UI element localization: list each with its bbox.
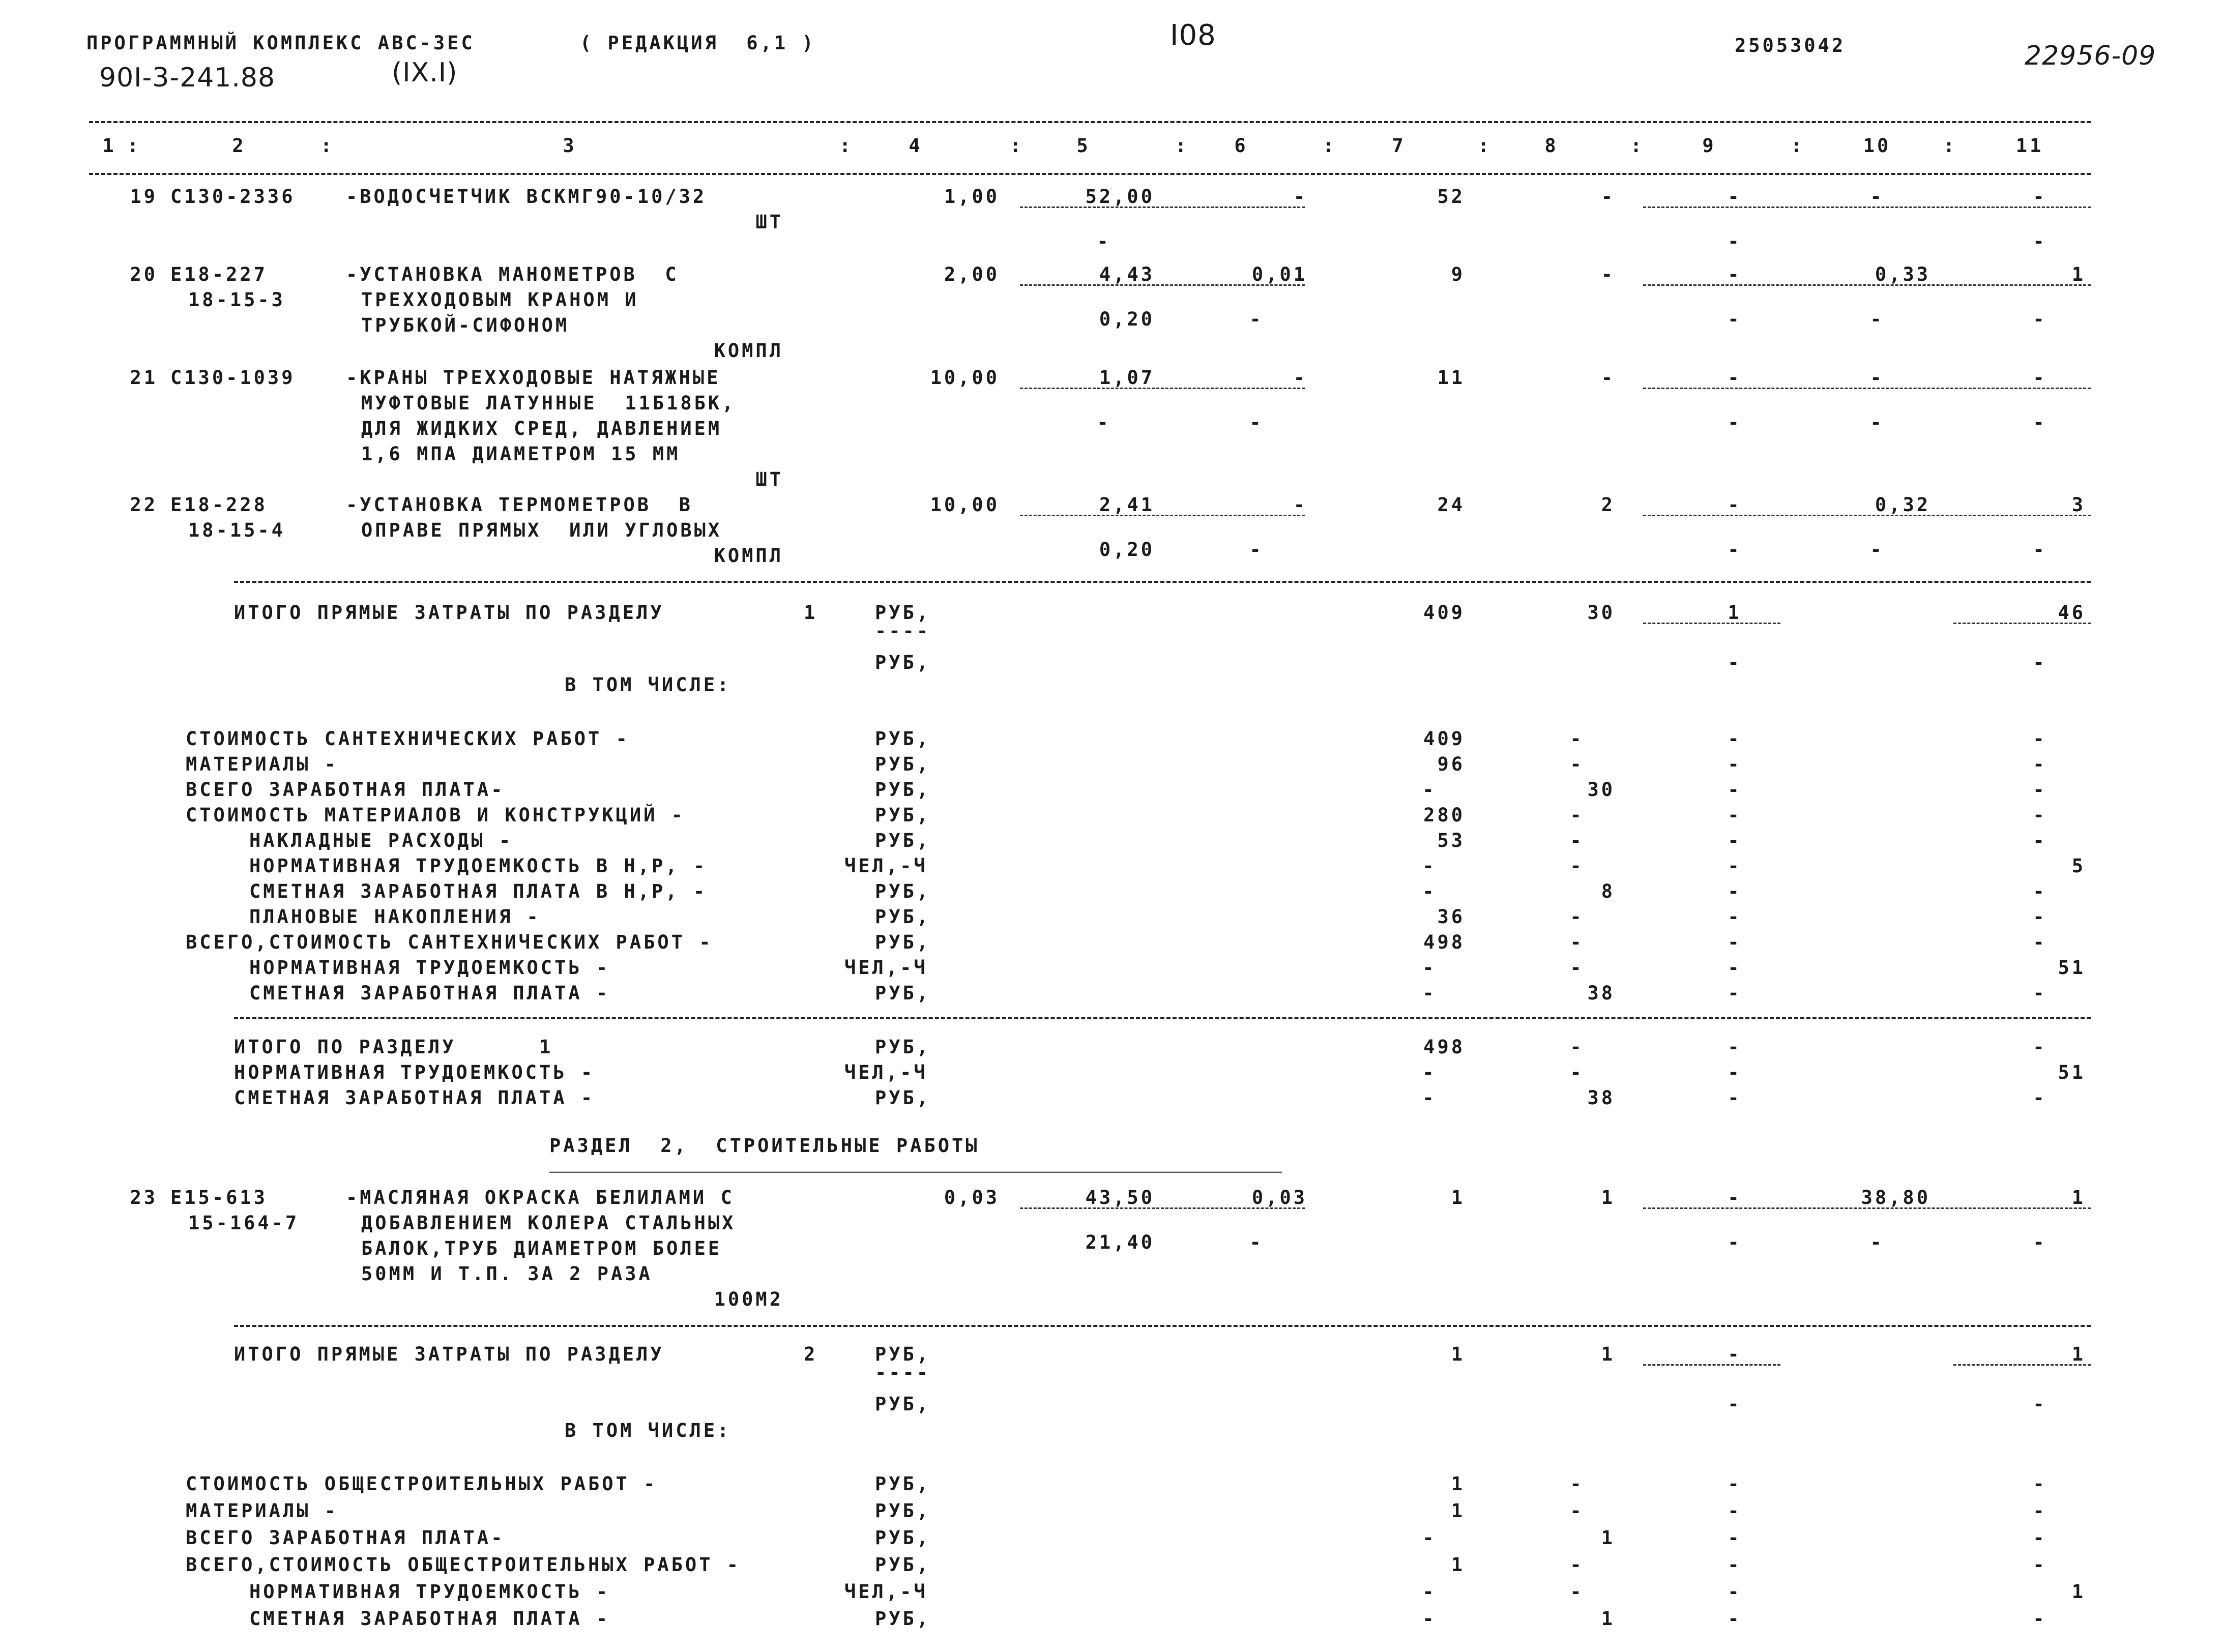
breakdown1-unit: РУБ,	[875, 880, 931, 902]
breakdown2-labor: -	[2033, 1473, 2047, 1495]
total2-wages: 1	[1601, 1343, 1615, 1365]
breakdown2-labor: -	[2033, 1527, 2047, 1549]
program-title: ПРОГРАММНЫЙ КОМПЛЕКС АВС-3ЕС	[86, 32, 475, 54]
unit-wages: 21,40	[1085, 1231, 1155, 1253]
breakdown1-cost: -	[1422, 779, 1437, 801]
item-description: ДЛЯ ЖИДКИХ СРЕД, ДАВЛЕНИЕМ	[361, 418, 722, 439]
breakdown1-wages: -	[1570, 906, 1584, 928]
total1-section: 1	[804, 602, 818, 624]
total2-machine-wages: -	[1728, 1393, 1742, 1415]
breakdown1-unit: РУБ,	[875, 906, 931, 928]
total1-cost: 409	[1423, 602, 1465, 624]
machine-wages: -	[1728, 539, 1742, 560]
unit-machine-wages: -	[1249, 411, 1264, 433]
breakdown2-label: СМЕТНАЯ ЗАРАБОТНАЯ ПЛАТА -	[249, 1608, 610, 1630]
price-code-secondary: 18-15-3	[188, 289, 285, 311]
unit-cost-subrule	[1020, 1207, 1305, 1209]
breakdown1-labor: -	[2033, 804, 2047, 826]
column-header-4: 4	[909, 135, 923, 157]
item-quantity: 0,03	[944, 1187, 1000, 1208]
breakdown1-unit: РУБ,	[875, 804, 931, 826]
item-description: 1,6 МПА ДИАМЕТРОМ 15 ММ	[361, 443, 681, 465]
total1-wages: 30	[1587, 602, 1615, 624]
breakdown1-labor: -	[2033, 880, 2047, 902]
breakdown1-cost: 280	[1423, 804, 1465, 826]
price-code: С130-1039	[170, 367, 296, 389]
unit-machine-wages: -	[1249, 539, 1264, 560]
section1-total-labor: 51	[2058, 1061, 2086, 1083]
total2-machines: -	[1728, 1343, 1742, 1365]
column-separator: :	[127, 135, 141, 157]
total1-labor-machines: -	[2033, 652, 2047, 673]
column-separator: :	[839, 135, 854, 157]
breakdown1-label: НАКЛАДНЫЕ РАСХОДЫ -	[249, 830, 513, 851]
breakdown1-labor: -	[2033, 728, 2047, 750]
section1-total-cost: -	[1422, 1061, 1437, 1083]
column-separator: :	[1630, 135, 1645, 157]
breakdown2-labor: -	[2033, 1554, 2047, 1576]
breakdown1-unit: РУБ,	[875, 931, 931, 953]
section1-total-wages: -	[1570, 1036, 1584, 1058]
breakdown1-cost: 498	[1423, 931, 1465, 953]
row-number: 20	[130, 263, 158, 285]
item-unit: 100М2	[714, 1288, 783, 1310]
breakdown2-machines: -	[1728, 1500, 1742, 1522]
including-label: В ТОМ ЧИСЛЕ:	[565, 674, 732, 696]
column-separator: :	[1478, 135, 1492, 157]
breakdown1-cost: 409	[1423, 728, 1465, 750]
total2-unit: РУБ,	[875, 1343, 931, 1365]
breakdown1-labor: -	[2033, 931, 2047, 953]
total1-unit-second: РУБ,	[875, 652, 931, 673]
breakdown1-unit: ЧЕЛ,-Ч	[844, 855, 928, 877]
breakdown2-wages: -	[1570, 1500, 1584, 1522]
item-description: ДОБАВЛЕНИЕМ КОЛЕРА СТАЛЬНЫХ	[361, 1212, 736, 1234]
total1-machine-wages: -	[1728, 652, 1742, 673]
breakdown1-label: НОРМАТИВНАЯ ТРУДОЕМКОСТЬ В Н,Р, -	[249, 855, 708, 877]
breakdown1-wages: -	[1570, 728, 1584, 750]
item-description: МУФТОВЫЕ ЛАТУННЫЕ 11Б18БК,	[361, 392, 736, 414]
labor-unit: 38,80	[1861, 1187, 1930, 1208]
breakdown1-wages: -	[1570, 855, 1584, 877]
total2-unit-second: РУБ,	[875, 1393, 931, 1415]
unit-wages: 0,20	[1099, 308, 1155, 330]
breakdown1-label: СТОИМОСТЬ САНТЕХНИЧЕСКИХ РАБОТ -	[186, 728, 630, 750]
labor-unit: -	[1870, 367, 1884, 389]
breakdown1-machines: -	[1728, 855, 1742, 877]
breakdown1-label: СТОИМОСТЬ МАТЕРИАЛОВ И КОНСТРУКЦИЙ -	[186, 804, 685, 826]
column-separator: :	[1791, 135, 1805, 157]
column-header-2: 2	[232, 135, 246, 157]
item-description: -УСТАНОВКА ТЕРМОМЕТРОВ В	[346, 494, 693, 516]
section1-total-label: НОРМАТИВНАЯ ТРУДОЕМКОСТЬ -	[234, 1061, 595, 1083]
total1-subrule	[1643, 623, 1780, 624]
unit-cost-subrule	[1020, 284, 1305, 286]
total-machines: -	[1728, 367, 1742, 389]
item-quantity: 1,00	[944, 186, 1000, 208]
breakdown2-cost: 1	[1451, 1473, 1465, 1495]
total-wages: -	[1601, 263, 1615, 285]
item-description: 50ММ И Т.П. ЗА 2 РАЗА	[361, 1263, 653, 1285]
breakdown1-cost: 36	[1437, 906, 1465, 928]
breakdown2-machines: -	[1728, 1527, 1742, 1549]
column-separator: :	[1010, 135, 1024, 157]
breakdown1-labor: -	[2033, 982, 2047, 1004]
item-description: -ВОДОСЧЕТЧИК ВСКМГ90-10/32	[346, 186, 707, 208]
breakdown2-unit: РУБ,	[875, 1473, 931, 1495]
item-description: ОПРАВЕ ПРЯМЫХ ИЛИ УГЛОВЫХ	[361, 519, 722, 541]
row-number: 23	[130, 1187, 158, 1208]
unit-wages: -	[1097, 411, 1111, 433]
column-separator: :	[1175, 135, 1189, 157]
breakdown1-label: ПЛАНОВЫЕ НАКОПЛЕНИЯ -	[249, 906, 541, 928]
unit-cost: 43,50	[1085, 1187, 1155, 1208]
unit-wages: -	[1097, 230, 1111, 252]
labor-machine-unit: -	[1870, 539, 1884, 560]
total2-cost: 1	[1451, 1343, 1465, 1365]
total-wages: -	[1601, 186, 1615, 208]
item-description: -МАСЛЯНАЯ ОКРАСКА БЕЛИЛАМИ С	[346, 1187, 735, 1208]
breakdown2-machines: -	[1728, 1608, 1742, 1630]
breakdown1-unit: РУБ,	[875, 982, 931, 1004]
breakdown1-cost: -	[1422, 982, 1437, 1004]
column-separator: :	[320, 135, 335, 157]
breakdown1-machines: -	[1728, 957, 1742, 979]
total-wages: 2	[1601, 494, 1615, 516]
header-rule-bottom	[89, 173, 2091, 175]
unit-cost-machines: -	[1293, 494, 1307, 516]
row-number: 22	[130, 494, 158, 516]
breakdown1-cost: -	[1422, 957, 1437, 979]
section1-total-label: ИТОГО ПО РАЗДЕЛУ 1	[234, 1036, 553, 1058]
breakdown1-wages: -	[1570, 957, 1584, 979]
totals-subrule	[1643, 206, 2091, 208]
labor-machine-unit: -	[1870, 411, 1884, 433]
total1-unit-dash: ----	[875, 620, 931, 642]
breakdown2-machines: -	[1728, 1581, 1742, 1603]
totals-subrule	[1643, 515, 2091, 516]
breakdown1-cost: -	[1422, 855, 1437, 877]
breakdown1-cost: 96	[1437, 753, 1465, 775]
breakdown2-labor: -	[2033, 1500, 2047, 1522]
machine-wages: -	[1728, 411, 1742, 433]
labor-machine-total: -	[2033, 1231, 2047, 1253]
breakdown1-machines: -	[1728, 830, 1742, 851]
price-code: Е15-613	[170, 1187, 268, 1208]
breakdown2-label: МАТЕРИАЛЫ -	[186, 1500, 339, 1522]
total-cost: 1	[1451, 1187, 1465, 1208]
total2-labor: 1	[2071, 1343, 2086, 1365]
breakdown2-cost: -	[1422, 1581, 1437, 1603]
section-2-title: РАЗДЕЛ 2, СТРОИТЕЛЬНЫЕ РАБОТЫ	[549, 1135, 980, 1157]
unit-cost-machines: -	[1293, 186, 1307, 208]
labor-machine-unit: -	[1870, 1231, 1884, 1253]
section1-total-label: СМЕТНАЯ ЗАРАБОТНАЯ ПЛАТА -	[234, 1087, 595, 1109]
item-unit: ШТ	[755, 211, 783, 233]
total1-subrule	[1953, 623, 2091, 624]
total-cost: 52	[1437, 186, 1465, 208]
breakdown1-labor: -	[2033, 753, 2047, 775]
price-code: С130-2336	[170, 186, 296, 208]
price-code: Е18-228	[170, 494, 268, 516]
breakdown1-labor: -	[2033, 830, 2047, 851]
machine-wages: -	[1728, 1231, 1742, 1253]
breakdown1-machines: -	[1728, 906, 1742, 928]
unit-cost-subrule	[1020, 515, 1305, 516]
program-edition: ( РЕДАКЦИЯ 6,1 )	[580, 32, 816, 54]
breakdown1-cost: 53	[1437, 830, 1465, 851]
item-description: ТРУБКОЙ-СИФОНОМ	[361, 314, 570, 336]
item-unit: КОМПЛ	[714, 340, 783, 362]
breakdown2-machines: -	[1728, 1554, 1742, 1576]
document-code: 25053042	[1735, 35, 1846, 56]
breakdown1-label: СМЕТНАЯ ЗАРАБОТНАЯ ПЛАТА В Н,Р, -	[249, 880, 708, 902]
total-machines: -	[1728, 1187, 1742, 1208]
unit-cost-subrule	[1020, 206, 1305, 208]
total-wages: -	[1601, 367, 1615, 389]
total-cost: 9	[1451, 263, 1465, 285]
price-code: Е18-227	[170, 263, 268, 285]
labor-machine-total: -	[2033, 411, 2047, 433]
breakdown2-label: СТОИМОСТЬ ОБЩЕСТРОИТЕЛЬНЫХ РАБОТ -	[186, 1473, 658, 1495]
breakdown1-unit: РУБ,	[875, 830, 931, 851]
breakdown1-wages: 30	[1587, 779, 1615, 801]
unit-wages: 0,20	[1099, 539, 1155, 560]
document-id: 90I-3-241.88	[99, 63, 276, 93]
labor-unit: -	[1870, 186, 1884, 208]
breakdown1-unit: РУБ,	[875, 728, 931, 750]
breakdown2-label: ВСЕГО ЗАРАБОТНАЯ ПЛАТА-	[186, 1527, 505, 1549]
breakdown1-wages: -	[1570, 830, 1584, 851]
breakdown1-wages: -	[1570, 753, 1584, 775]
item-description: -УСТАНОВКА МАНОМЕТРОВ С	[346, 263, 679, 285]
section1-rule	[234, 1017, 2091, 1019]
item-quantity: 10,00	[930, 494, 1000, 516]
labor-total: 3	[2071, 494, 2086, 516]
breakdown1-cost: -	[1422, 880, 1437, 902]
item-unit: КОМПЛ	[714, 545, 783, 567]
total2-subrule	[1953, 1364, 2091, 1366]
unit-cost-machines: 0,03	[1251, 1187, 1307, 1208]
total2-unit-dash: ----	[875, 1362, 931, 1383]
breakdown2-cost: 1	[1451, 1500, 1465, 1522]
item-description: БАЛОК,ТРУБ ДИАМЕТРОМ БОЛЕЕ	[361, 1237, 722, 1259]
labor-unit: 0,32	[1875, 494, 1930, 516]
totals-subrule	[1643, 284, 2091, 286]
labor-unit: 0,33	[1875, 263, 1930, 285]
section1-total-cost: 498	[1423, 1036, 1465, 1058]
column-header-7: 7	[1392, 135, 1406, 157]
total2-label: ИТОГО ПРЯМЫЕ ЗАТРАТЫ ПО РАЗДЕЛУ	[234, 1343, 664, 1365]
breakdown1-unit: ЧЕЛ,-Ч	[844, 957, 928, 979]
total-machines: -	[1728, 494, 1742, 516]
header-rule-top	[89, 121, 2091, 123]
totals-subrule	[1643, 388, 2091, 389]
breakdown2-unit: РУБ,	[875, 1500, 931, 1522]
section1-total-unit: РУБ,	[875, 1087, 931, 1109]
breakdown1-wages: -	[1570, 931, 1584, 953]
column-header-9: 9	[1702, 135, 1716, 157]
unit-cost: 1,07	[1099, 367, 1155, 389]
breakdown2-unit: ЧЕЛ,-Ч	[844, 1581, 928, 1603]
totals-subrule	[1643, 1207, 2091, 1209]
item-quantity: 2,00	[944, 263, 1000, 285]
breakdown1-label: ВСЕГО ЗАРАБОТНАЯ ПЛАТА-	[186, 779, 505, 801]
breakdown2-wages: -	[1570, 1473, 1584, 1495]
breakdown2-labor: -	[2033, 1608, 2047, 1630]
column-header-8: 8	[1544, 135, 1559, 157]
breakdown2-wages: -	[1570, 1554, 1584, 1576]
labor-total: 1	[2071, 263, 2086, 285]
section1-total-unit: ЧЕЛ,-Ч	[844, 1061, 928, 1083]
labor-machine-total: -	[2033, 308, 2047, 330]
breakdown2-machines: -	[1728, 1473, 1742, 1495]
breakdown1-unit: РУБ,	[875, 753, 931, 775]
row-number: 19	[130, 186, 158, 208]
column-header-3: 3	[563, 135, 577, 157]
registration-stamp: 22956-09	[2025, 41, 2156, 71]
breakdown1-labor: 51	[2058, 957, 2086, 979]
unit-cost: 4,43	[1099, 263, 1155, 285]
breakdown1-wages: 38	[1587, 982, 1615, 1004]
total-cost: 11	[1437, 367, 1465, 389]
labor-machine-unit: -	[1870, 308, 1884, 330]
section1-total-labor: -	[2033, 1036, 2047, 1058]
breakdown2-labor: 1	[2071, 1581, 2086, 1603]
breakdown2-wages: 1	[1601, 1608, 1615, 1630]
unit-cost-machines: 0,01	[1251, 263, 1307, 285]
unit-cost: 52,00	[1085, 186, 1155, 208]
section1-total-machines: -	[1728, 1036, 1742, 1058]
price-code-secondary: 18-15-4	[188, 519, 285, 541]
unit-machine-wages: -	[1249, 308, 1264, 330]
labor-total: -	[2033, 186, 2047, 208]
unit-cost-machines: -	[1293, 367, 1307, 389]
breakdown1-unit: РУБ,	[875, 779, 931, 801]
breakdown2-unit: РУБ,	[875, 1527, 931, 1549]
total1-machines: 1	[1728, 602, 1742, 624]
breakdown1-label: СМЕТНАЯ ЗАРАБОТНАЯ ПЛАТА -	[249, 982, 610, 1004]
machine-wages: -	[1728, 230, 1742, 252]
total1-rule	[234, 581, 2091, 583]
breakdown1-label: МАТЕРИАЛЫ -	[186, 753, 339, 775]
breakdown2-label: НОРМАТИВНАЯ ТРУДОЕМКОСТЬ -	[249, 1581, 610, 1603]
breakdown2-label: ВСЕГО,СТОИМОСТЬ ОБЩЕСТРОИТЕЛЬНЫХ РАБОТ -	[186, 1554, 741, 1576]
column-header-1: 1	[102, 135, 116, 157]
price-code-secondary: 15-164-7	[188, 1212, 300, 1234]
total-cost: 24	[1437, 494, 1465, 516]
total1-labor: 46	[2058, 602, 2086, 624]
column-header-6: 6	[1234, 135, 1248, 157]
total1-unit: РУБ,	[875, 602, 931, 624]
section1-total-machines: -	[1728, 1087, 1742, 1109]
breakdown2-wages: -	[1570, 1581, 1584, 1603]
breakdown1-machines: -	[1728, 982, 1742, 1004]
labor-machine-total: -	[2033, 539, 2047, 560]
breakdown1-machines: -	[1728, 753, 1742, 775]
breakdown1-machines: -	[1728, 728, 1742, 750]
column-header-5: 5	[1076, 135, 1091, 157]
total2-section: 2	[804, 1343, 818, 1365]
breakdown1-label: ВСЕГО,СТОИМОСТЬ САНТЕХНИЧЕСКИХ РАБОТ -	[186, 931, 713, 953]
breakdown2-cost: -	[1422, 1527, 1437, 1549]
breakdown1-labor: -	[2033, 906, 2047, 928]
column-header-11: 11	[2015, 135, 2044, 157]
breakdown1-machines: -	[1728, 804, 1742, 826]
labor-total: 1	[2071, 1187, 2086, 1208]
section1-total-wages: 38	[1587, 1087, 1615, 1109]
breakdown1-labor: -	[2033, 779, 2047, 801]
including-label-2: В ТОМ ЧИСЛЕ:	[565, 1420, 732, 1441]
section1-total-wages: -	[1570, 1061, 1584, 1083]
total2-subrule	[1643, 1364, 1780, 1366]
column-header-10: 10	[1863, 135, 1891, 157]
labor-total: -	[2033, 367, 2047, 389]
breakdown1-machines: -	[1728, 880, 1742, 902]
section1-total-unit: РУБ,	[875, 1036, 931, 1058]
item-description: -КРАНЫ ТРЕХХОДОВЫЕ НАТЯЖНЫЕ	[346, 367, 721, 389]
total1-label: ИТОГО ПРЯМЫЕ ЗАТРАТЫ ПО РАЗДЕЛУ	[234, 602, 664, 624]
item-description: ТРЕХХОДОВЫМ КРАНОМ И	[361, 289, 639, 311]
labor-machine-total: -	[2033, 230, 2047, 252]
breakdown1-wages: -	[1570, 804, 1584, 826]
total2-labor-machines: -	[2033, 1393, 2047, 1415]
section1-total-cost: -	[1422, 1087, 1437, 1109]
page-number: I08	[1170, 19, 1216, 52]
breakdown2-cost: -	[1422, 1608, 1437, 1630]
unit-machine-wages: -	[1249, 1231, 1264, 1253]
total-machines: -	[1728, 186, 1742, 208]
section-2-underline	[549, 1171, 1282, 1173]
unit-cost-subrule	[1020, 388, 1305, 389]
column-separator: :	[1943, 135, 1957, 157]
breakdown1-label: НОРМАТИВНАЯ ТРУДОЕМКОСТЬ -	[249, 957, 610, 979]
breakdown2-wages: 1	[1601, 1527, 1615, 1549]
breakdown2-unit: РУБ,	[875, 1608, 931, 1630]
total-wages: 1	[1601, 1187, 1615, 1208]
breakdown2-unit: РУБ,	[875, 1554, 931, 1576]
unit-cost: 2,41	[1099, 494, 1155, 516]
item-unit: ШТ	[755, 468, 783, 490]
column-separator: :	[1323, 135, 1337, 157]
breakdown2-cost: 1	[1451, 1554, 1465, 1576]
section1-total-labor: -	[2033, 1087, 2047, 1109]
breakdown1-machines: -	[1728, 931, 1742, 953]
item-quantity: 10,00	[930, 367, 1000, 389]
breakdown1-wages: 8	[1601, 880, 1615, 902]
breakdown1-labor: 5	[2071, 855, 2086, 877]
machine-wages: -	[1728, 308, 1742, 330]
row-number: 21	[130, 367, 158, 389]
breakdown1-machines: -	[1728, 779, 1742, 801]
total2-rule	[234, 1325, 2091, 1327]
total-machines: -	[1728, 263, 1742, 285]
section1-total-machines: -	[1728, 1061, 1742, 1083]
document-part: (IX.I)	[392, 57, 458, 88]
